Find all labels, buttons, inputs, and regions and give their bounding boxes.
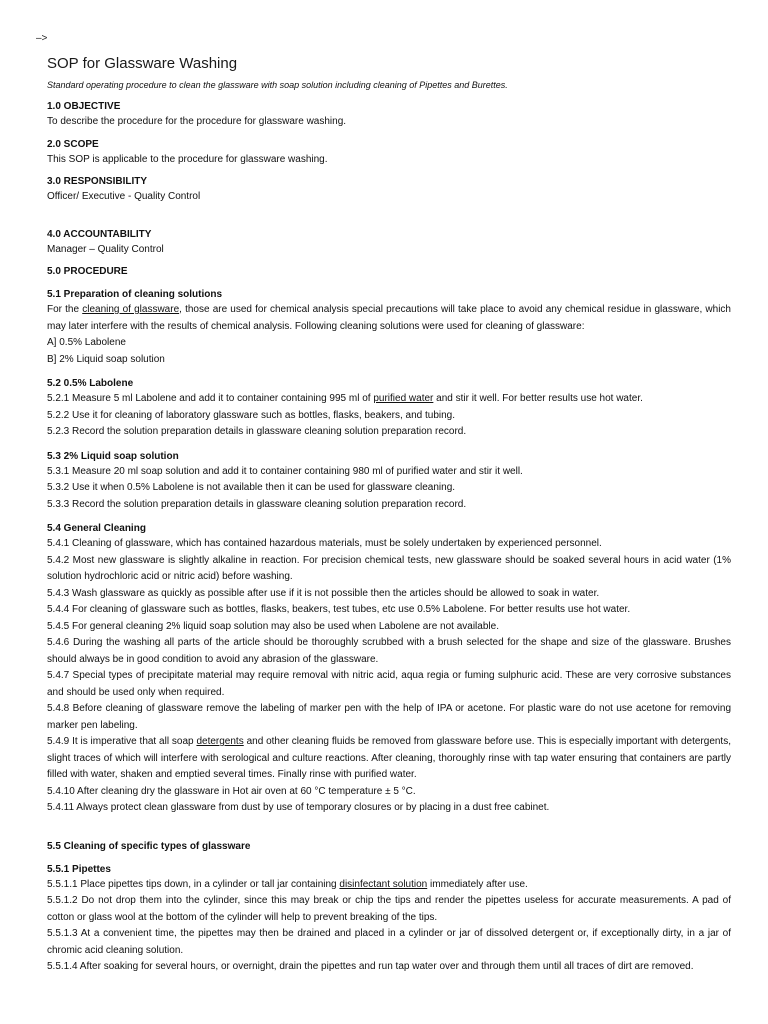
list-item: 5.4.8 Before cleaning of glassware remove the labeling of marker pen with the help of IPA or acetone. For plastic ware do not use acetone for removing marker pen labeling. [47, 703, 731, 731]
list-item: 5.4.7 Special types of precipitate material may require removal with nitric acid, aqua regia or fuming sulphuric acid. These are very corrosive substances and should be used only when required. [47, 670, 731, 698]
list-item: 5.5.1.1 Place pipettes tips down, in a cylinder or tall jar containing disinfectant solution immediately after use. [47, 878, 528, 890]
list-item: 5.4.10 After cleaning dry the glassware in Hot air oven at 60 °C temperature ± 5 °C. [47, 785, 416, 797]
cleaning-of-glassware-link[interactable]: cleaning of glassware [82, 304, 180, 315]
list-item: 5.3.1 Measure 20 ml soap solution and add it to container containing 980 ml of purified water and stir it well. [47, 465, 523, 477]
detergents-link[interactable]: detergents [196, 736, 244, 747]
objective-heading: 1.0 OBJECTIVE [47, 101, 121, 112]
page-title: SOP for Glassware Washing [47, 55, 238, 72]
list-item: 5.4.1 Cleaning of glassware, which has contained hazardous materials, must be solely undertaken by experienced personnel. [47, 538, 602, 549]
accountability-text: Manager – Quality Control [47, 243, 164, 255]
list-item: B] 2% Liquid soap solution [47, 353, 165, 365]
list-item: 5.4.9 It is imperative that all soap detergents and other cleaning fluids be removed from glassware before use. This is especially important with detergents, slight traces of which will interfere with serological and culture reactions. After cleaning, thoroughly rinse with tap water ensuring that containers are partly filled with water, shaken and emptied several times. Finally rinse with purified water. [47, 736, 731, 780]
list-item: 5.5.1.4 After soaking for several hours, or overnight, drain the pipettes and run tap water over and through them until all traces of dirt are removed. [47, 961, 694, 972]
list-item: 5.2.2 Use it for cleaning of laboratory glassware such as bottles, flasks, beakers, and tubing. [47, 409, 455, 421]
section-5-4-heading: 5.4 General Cleaning [47, 523, 146, 534]
list-item: 5.4.11 Always protect clean glassware from dust by use of temporary closures or by placing in a dust free cabinet. [47, 802, 550, 813]
document-content [47, 54, 731, 976]
objective-text: To describe the procedure for the procedure for glassware washing. [47, 116, 347, 127]
list-item: A] 0.5% Labolene [47, 337, 126, 348]
list-item: 5.5.1.2 Do not drop them into the cylinder, since this may break or chip the tips and render the pipettes useless for accurate measurements. A pad of cotton or glass wool at the bottom of the cylinder will help to prevent breaking of the tips. [47, 895, 731, 923]
section-5-1-heading: 5.1 Preparation of cleaning solutions [47, 289, 223, 300]
responsibility-text: Officer/ Executive - Quality Control [47, 191, 201, 202]
list-item: 5.5.1.3 At a convenient time, the pipettes may then be drained and placed in a cylinder or jar of dissolved detergent or, if exceptionally dirty, in a jar of chromic acid cleaning solution. [47, 928, 731, 956]
section-5-5-1-heading: 5.5.1 Pipettes [47, 863, 111, 875]
disinfectant-solution-link[interactable]: disinfectant solution [339, 878, 428, 890]
section-5-2-heading: 5.2 0.5% Labolene [47, 378, 134, 389]
section-5-3-heading: 5.3 2% Liquid soap solution [47, 450, 179, 462]
arrow-marker: –> [36, 33, 48, 44]
section-5-5-heading: 5.5 Cleaning of specific types of glassware [47, 840, 251, 852]
list-item: 5.4.2 Most new glassware is slightly alkaline in reaction. For precision chemical tests, new glassware should be soaked several hours in acid water (1% solution hydrochloric acid or nitric acid) before washing. [47, 554, 731, 582]
accountability-heading: 4.0 ACCOUNTABILITY [47, 228, 152, 240]
list-item: 5.2.3 Record the solution preparation details in glassware cleaning solution preparation record. [47, 426, 467, 437]
procedure-heading: 5.0 PROCEDURE [47, 266, 128, 277]
scope-text: This SOP is applicable to the procedure for glassware washing. [47, 153, 328, 165]
responsibility-heading: 3.0 RESPONSIBILITY [47, 176, 148, 187]
list-item: 5.2.1 Measure 5 ml Labolene and add it to container containing 995 ml of purified water and stir it well. For better results use hot water. [47, 393, 643, 404]
purified-water-link[interactable]: purified water [373, 393, 434, 404]
page-subtitle: Standard operating procedure to clean the glassware with soap solution including cleaning of Pipettes and Burettes. [47, 80, 508, 90]
list-item: 5.4.3 Wash glassware as quickly as possible after use if it is not possible then the articles should be allowed to soak in water. [47, 587, 600, 599]
list-item: 5.3.3 Record the solution preparation details in glassware cleaning solution preparation record. [47, 498, 467, 510]
scope-heading: 2.0 SCOPE [47, 138, 99, 150]
list-item: 5.4.5 For general cleaning 2% liquid soap solution may also be used when Labolene are not available. [47, 620, 499, 632]
list-item: 5.3.2 Use it when 0.5% Labolene is not available then it can be used for glassware cleaning. [47, 482, 456, 493]
list-item: 5.4.4 For cleaning of glassware such as bottles, flasks, beakers, test tubes, etc use 0.5% Labolene. For better results use hot water. [47, 604, 631, 615]
list-item: 5.4.6 During the washing all parts of the article should be thoroughly scrubbed with a brush selected for the shape and size of the glassware. Brushes should always be in good condition to avoid any abrasion of the glassware. [47, 637, 731, 665]
section-5-1-paragraph: For the cleaning of glassware, those are used for chemical analysis special precautions will take place to avoid any chemical residue in glassware, which may later interfere with the results of chemical analysis. Following cleaning solutions were used for cleaning of glassware: [47, 304, 731, 332]
